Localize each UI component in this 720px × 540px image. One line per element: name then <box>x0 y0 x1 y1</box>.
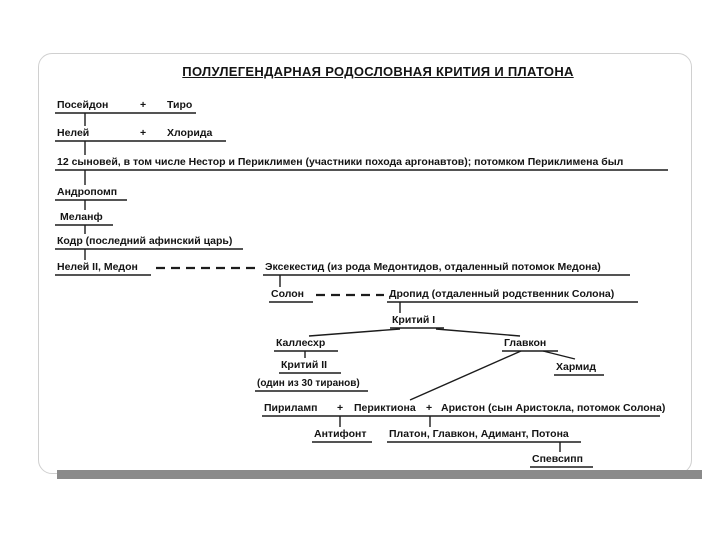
connector-kritiy1-glavkon <box>436 329 520 336</box>
node-tiro: Тиро <box>167 99 193 111</box>
node-kodr: Кодр (последний афинский царь) <box>57 235 233 247</box>
connector-kritiy1-kalleshr <box>309 329 400 336</box>
node-neleus2-medon: Нелей II, Медон <box>57 261 138 273</box>
slide-shadow-bar <box>57 470 702 479</box>
node-12-sons: 12 сыновей, в том числе Нестор и Периклимен (участники похода аргонавтов); потомком Периклимена был <box>57 156 624 168</box>
connector-glavkon-harmid <box>543 351 575 359</box>
node-ariston: Аристон (сын Аристокла, потомок Солона) <box>441 402 666 414</box>
node-poseidon: Посейдон <box>57 99 109 111</box>
plus-sign: + <box>337 402 344 414</box>
plus-sign: + <box>140 99 147 111</box>
connector-glavkon-periktiona <box>410 351 521 400</box>
node-periktiona: Периктиона <box>354 402 416 414</box>
node-platon-children: Платон, Главкон, Адимант, Потона <box>389 428 569 440</box>
plus-sign: + <box>426 402 433 414</box>
node-chlorida: Хлорида <box>167 127 213 139</box>
node-kritiy2: Критий II <box>281 359 328 371</box>
diagram-title: ПОЛУЛЕГЕНДАРНАЯ РОДОСЛОВНАЯ КРИТИЯ И ПЛАТОНА <box>182 64 574 79</box>
node-kritiy1: Критий I <box>392 314 436 326</box>
node-andropomp: Андропомп <box>57 186 118 198</box>
node-pirilamp: Пириламп <box>264 402 318 414</box>
node-solon: Солон <box>271 288 305 300</box>
node-kalleshr: Каллесхр <box>276 337 326 349</box>
node-neleus: Нелей <box>57 127 90 139</box>
plus-sign: + <box>140 127 147 139</box>
node-melanth: Меланф <box>60 211 103 223</box>
node-glavkon: Главкон <box>504 337 547 349</box>
node-harmid: Хармид <box>556 361 597 373</box>
node-spevsipp: Спевсипп <box>532 453 583 465</box>
node-kritiy2-note: (один из 30 тиранов) <box>257 378 360 389</box>
node-antifont: Антифонт <box>314 428 367 440</box>
node-dropid: Дропид (отдаленный родственник Солона) <box>389 288 615 300</box>
node-eksekestid: Эксекестид (из рода Медонтидов, отдаленный потомок Медона) <box>265 261 601 273</box>
